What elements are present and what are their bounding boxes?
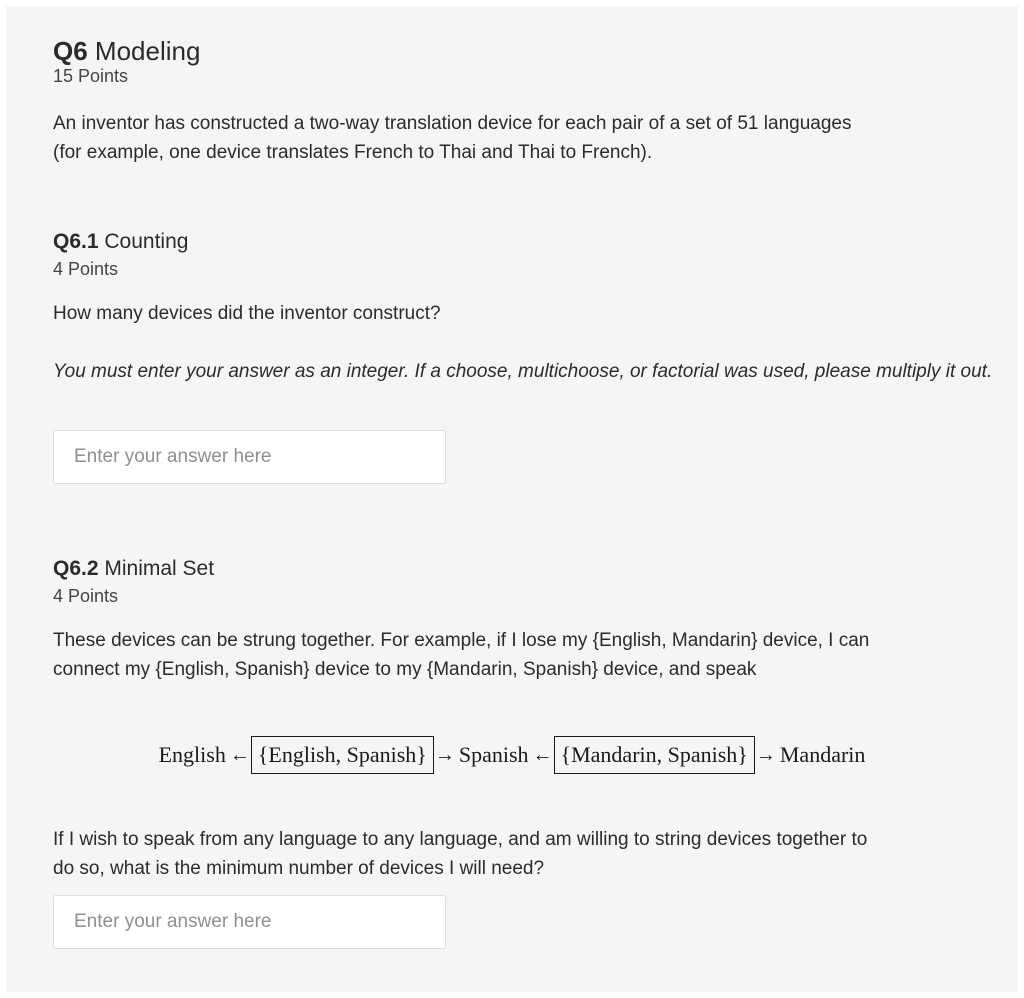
q6-intro-line2: (for example, one device translates French to Thai and Thai to French). [53, 142, 653, 163]
formula-lang-mandarin: Mandarin [779, 742, 866, 767]
right-arrow-icon: → [755, 743, 776, 766]
q6-2-number: Q6.2 [53, 557, 99, 580]
q6-2-title: Minimal Set [104, 557, 215, 580]
formula-lang-spanish: Spanish [458, 742, 529, 767]
q6-1-points: 4 Points [53, 259, 119, 279]
q6-2-question [53, 825, 993, 883]
q6-2-question-line1: If I wish to speak from any language to any language, and am willing to string devices together to [53, 829, 868, 850]
right-arrow-icon: → [434, 743, 455, 766]
q6-1-title: Counting [104, 230, 189, 253]
q6-2-intro-line1: These devices can be strung together. For example, if I lose my {English, Mandarin} device, I can [53, 630, 870, 651]
device-chain-formula [6, 736, 1018, 774]
formula-lang-english: English [158, 742, 226, 767]
q6-1-number: Q6.1 [53, 230, 99, 253]
q6-intro-line1: An inventor has constructed a two-way translation device for each pair of a set of 51 languages [53, 113, 852, 134]
q6-number: Q6 [53, 36, 88, 66]
formula-device-english-spanish: {English, Spanish} [251, 736, 434, 774]
q6-2-intro [53, 626, 993, 684]
q6-1-answer-input[interactable] [53, 430, 446, 484]
q6-title: Modeling [94, 36, 201, 66]
q6-1-instruction: You must enter your answer as an integer. If a choose, multichoose, or factorial was used, please multiply it out. [53, 361, 993, 382]
left-arrow-icon: ← [229, 743, 250, 766]
q6-2-question-line2: do so, what is the minimum number of devices I will need? [53, 858, 545, 879]
q6-heading [53, 36, 200, 67]
q6-2-intro-line2: connect my {English, Spanish} device to my {Mandarin, Spanish} device, and speak [53, 659, 757, 680]
q6-1-question: How many devices did the inventor construct? [53, 303, 441, 324]
q6-intro [53, 109, 993, 167]
q6-points: 15 Points [53, 66, 129, 86]
left-arrow-icon: ← [532, 743, 553, 766]
q6-2-heading [53, 557, 214, 581]
formula-device-mandarin-spanish: {Mandarin, Spanish} [554, 736, 755, 774]
question-panel [6, 6, 1018, 992]
q6-2-points: 4 Points [53, 586, 119, 606]
q6-1-heading [53, 230, 188, 254]
q6-2-answer-input[interactable] [53, 895, 446, 949]
